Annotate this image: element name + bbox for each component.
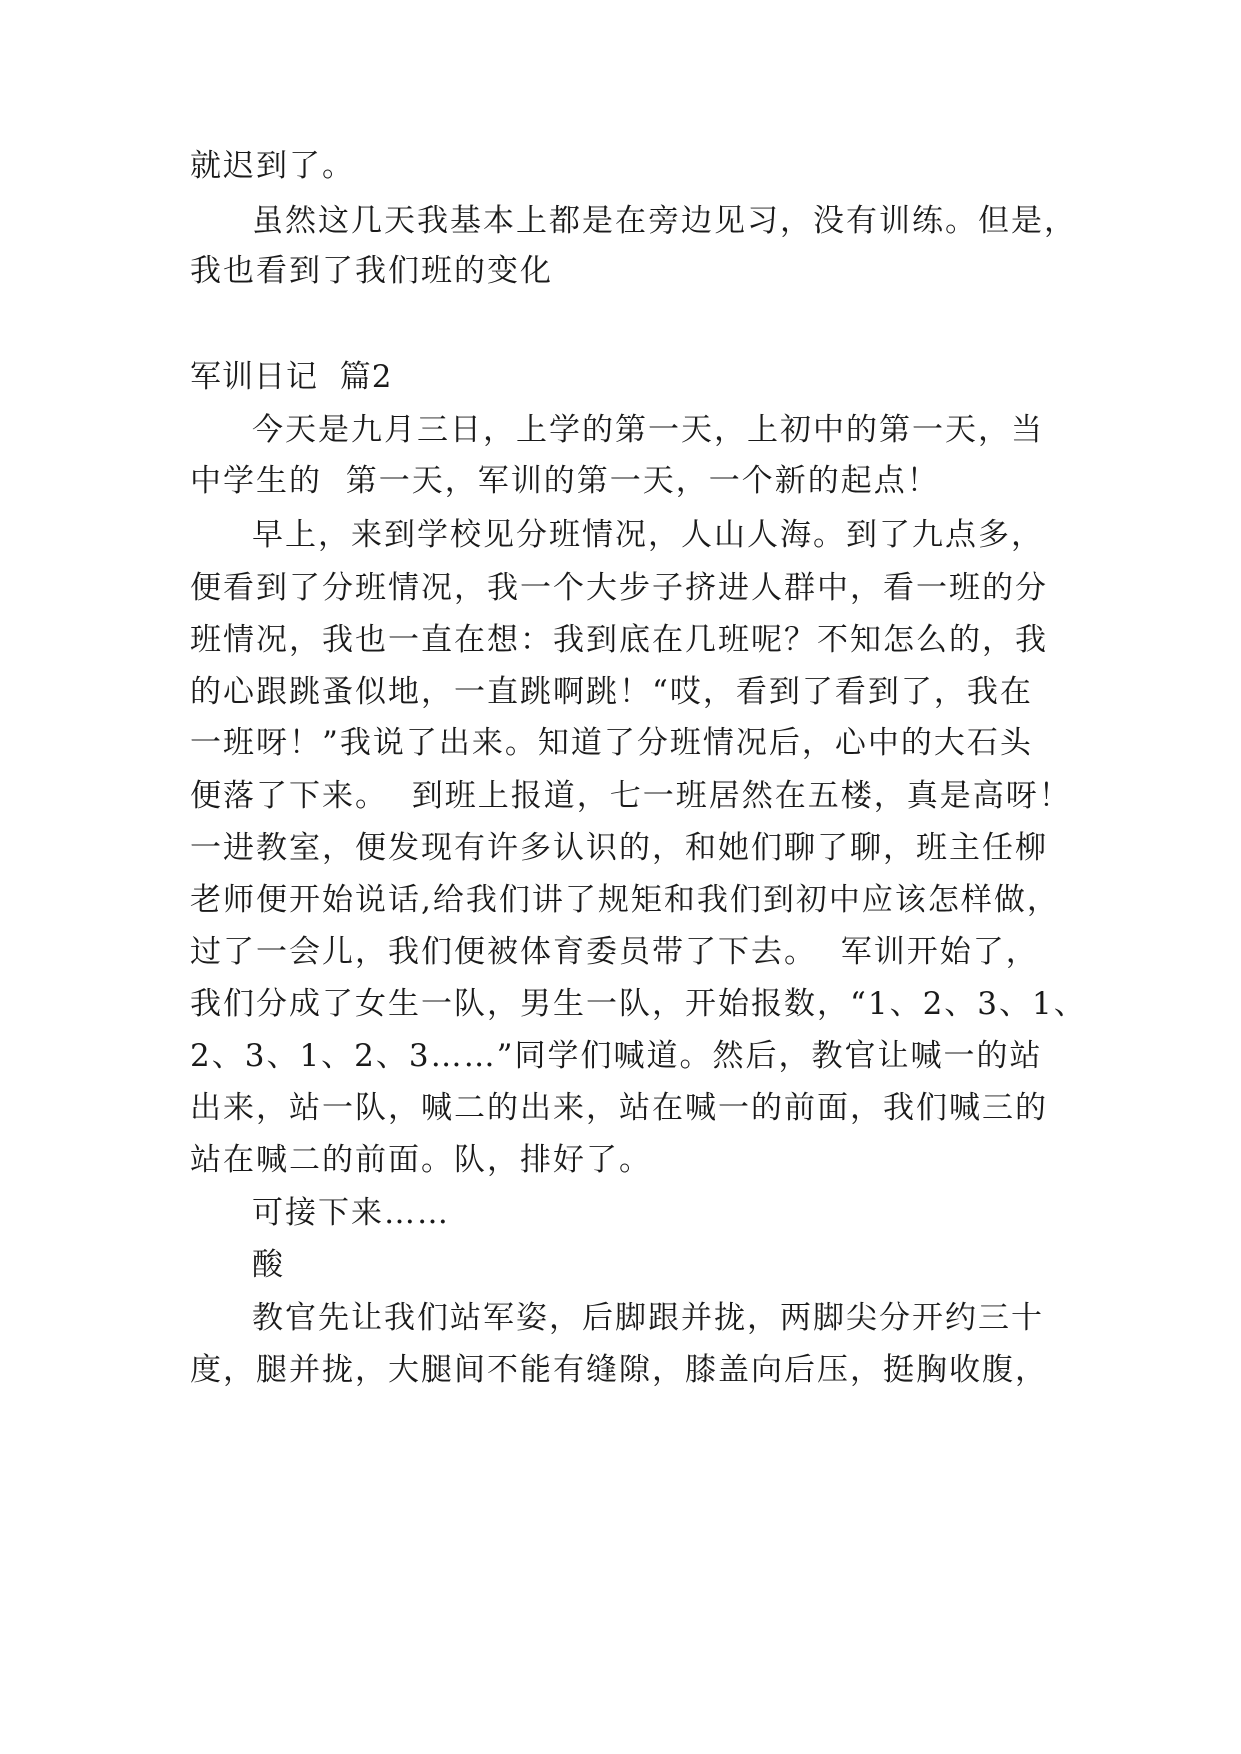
paragraph-line: 就迟到了。 [190,148,355,184]
paragraph-line: 过了一会儿，我们便被体育委员带了下去。 军训开始了， [190,934,1039,970]
paragraph-line: 的心跟跳蚤似地，一直跳啊跳！“哎，看到了看到了，我在 [190,674,1033,710]
paragraph-line: 站在喊二的前面。队，排好了。 [190,1142,652,1178]
paragraph-line: 出来，站一队，喊二的出来，站在喊一的前面，我们喊三的 [190,1090,1048,1126]
paragraph-line: 2、3、1、2、3……”同学们喊道。然后，教官让喊一的站 [190,1038,1043,1074]
paragraph-line: 老师便开始说话,给我们讲了规矩和我们到初中应该怎样做， [190,882,1060,918]
paragraph-line: 度，腿并拢，大腿间不能有缝隙，膝盖向后压，挺胸收腹， [190,1352,1048,1388]
paragraph-line: 一进教室，便发现有许多认识的，和她们聊了聊，班主任柳 [190,830,1048,866]
paragraph-line: 今天是九月三日，上学的第一天，上初中的第一天，当 [252,412,1044,448]
paragraph-line: 虽然这几天我基本上都是在旁边见习，没有训练。但是， [252,203,1077,239]
paragraph-line: 便落了下来。 到班上报道，七一班居然在五楼，真是高呀！ [190,778,1072,814]
paragraph-line: 早上，来到学校见分班情况，人山人海。到了九点多， [252,517,1044,553]
paragraph-line: 我们分成了女生一队，男生一队，开始报数，“1、2、3、1、 [190,986,1087,1022]
paragraph-line: 教官先让我们站军姿，后脚跟并拢，两脚尖分开约三十 [252,1300,1044,1336]
paragraph-line: 中学生的 第一天，军训的第一天，一个新的起点！ [190,463,940,499]
section-heading: 军训日记 篇2 [190,359,393,395]
paragraph-line: 酸 [252,1247,285,1283]
paragraph-line: 可接下来…… [252,1195,450,1231]
paragraph-line: 一班呀！”我说了出来。知道了分班情况后，心中的大石头 [190,725,1033,761]
paragraph-line: 班情况，我也一直在想：我到底在几班呢？不知怎么的，我 [190,622,1048,658]
paragraph-line: 便看到了分班情况，我一个大步子挤进人群中，看一班的分 [190,570,1048,606]
paragraph-line: 我也看到了我们班的变化 [190,253,553,289]
